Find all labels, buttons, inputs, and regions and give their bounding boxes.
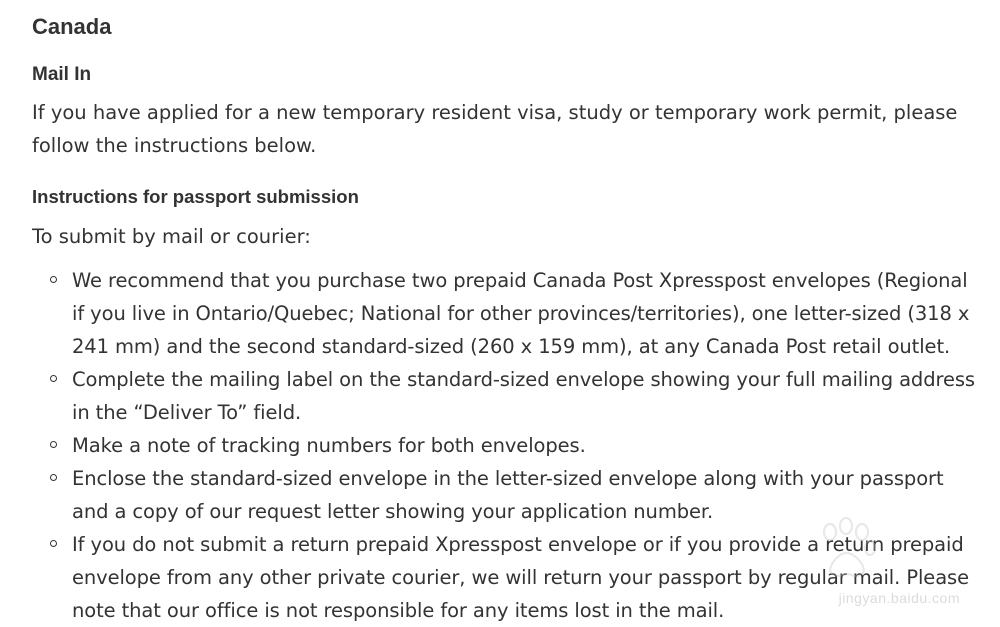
list-item-text: If you do not submit a return prepaid Xpresspost envelope or if you provide a return prepaid envelope from any other private courier, we will return your passport by regular mail. Please note that our office is not responsible for any items lost in the mail.	[72, 533, 969, 622]
list-item	[32, 429, 977, 462]
list-item-text: Complete the mailing label on the standard-sized envelope showing your full mailing address in the “Deliver To” field.	[72, 368, 975, 424]
bullet-circle-icon	[50, 375, 57, 382]
subsection-title: Mail In	[32, 64, 92, 85]
bullet-circle-icon	[50, 474, 57, 481]
instructions-heading: Instructions for passport submission	[32, 186, 359, 207]
page-title: Canada	[32, 14, 112, 39]
baidu-watermark	[770, 516, 960, 606]
instructions-lead: To submit by mail or courier:	[32, 225, 311, 248]
intro-paragraph: If you have applied for a new temporary resident visa, study or temporary work permit, please follow the instructions below.	[32, 101, 958, 157]
list-item-text: Enclose the standard-sized envelope in the letter-sized envelope along with your passport and a copy of our request letter showing your application number.	[72, 467, 944, 523]
bullet-circle-icon	[50, 276, 57, 283]
list-item-text: We recommend that you purchase two prepaid Canada Post Xpresspost envelopes (Regional if you live in Ontario/Quebec; National for other provinces/territories), one letter-sized (318 x 241 mm) and the second standard-sized (260 x 159 mm), at any Canada Post retail outlet.	[72, 269, 970, 358]
list-item-text: Make a note of tracking numbers for both envelopes.	[72, 434, 586, 457]
list-item	[32, 363, 977, 429]
bullet-circle-icon	[50, 441, 57, 448]
bullet-circle-icon	[50, 540, 57, 547]
list-item	[32, 264, 977, 363]
watermark-text: jingyan.baidu.com	[838, 590, 960, 606]
paw-logo-icon	[770, 516, 960, 586]
